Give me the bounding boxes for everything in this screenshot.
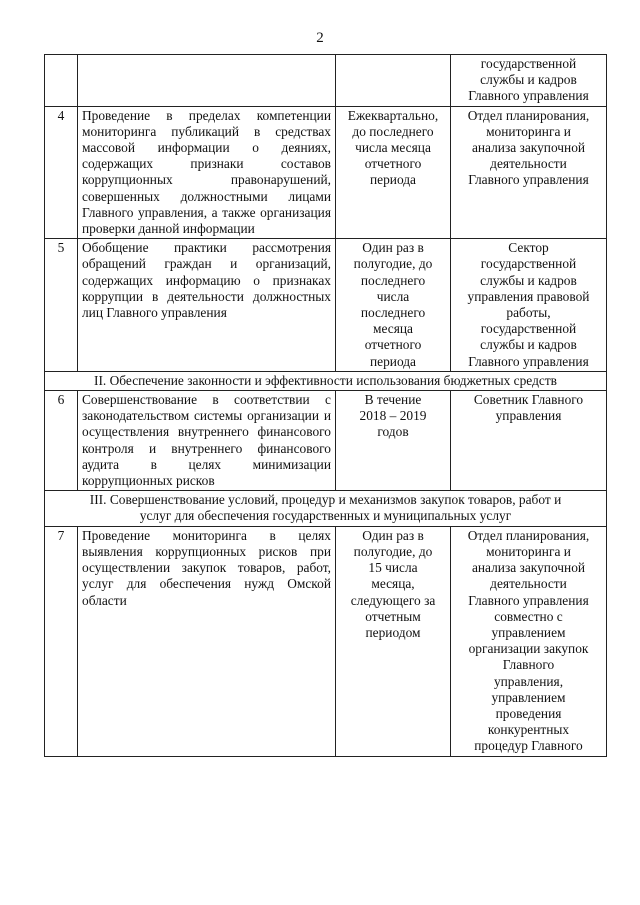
row-number: 5 <box>45 239 78 372</box>
measure-responsible: Сектор государственной службы и кадров управления правовой работы, государственной службы и кадров Главного управления <box>451 239 607 372</box>
measure-term: В течение 2018 – 2019 годов <box>336 391 451 491</box>
row-number: 7 <box>45 526 78 756</box>
measure-term: Один раз в полугодие, до последнего числа последнего месяца отчетного периода <box>336 239 451 372</box>
measure-term <box>336 55 451 107</box>
measure-term: Один раз в полугодие, до 15 числа месяца, следующего за отчетным периодом <box>336 526 451 756</box>
measure-name <box>78 55 336 107</box>
table-row-continuation <box>45 55 607 107</box>
measure-name: Обобщение практики рассмотрения обращений граждан и организаций, содержащих информацию о признаках коррупции в деятельности должностных лиц Главного управления <box>78 239 336 372</box>
row-number <box>45 55 78 107</box>
row-number: 4 <box>45 106 78 239</box>
measure-term: Ежеквартально, до последнего числа месяца отчетного периода <box>336 106 451 239</box>
table-row <box>45 106 607 239</box>
measure-name: Проведение мониторинга в целях выявления коррупционных рисков при осуществлении закупок товаров, работ, услуг для обеспечения нужд Омской области <box>78 526 336 756</box>
measure-name: Совершенствование в соответствии с законодательством системы организации и осуществления внутреннего финансового контроля и внутреннего финансового аудита в целях минимизации коррупционных рисков <box>78 391 336 491</box>
measure-responsible: Отдел планирования, мониторинга и анализа закупочной деятельности Главного управления совместно с управлением организации закупок Главного управления, управлением проведения конкурентных процедур Главного <box>451 526 607 756</box>
measure-name: Проведение в пределах компетенции мониторинга публикаций в средствах массовой информации о деяниях, содержащих признаки составов коррупционных правонарушений, совершенных должностными лицами Главного управления, а также организация проверки данной информации <box>78 106 336 239</box>
measure-responsible: Отдел планирования, мониторинга и анализа закупочной деятельности Главного управления <box>451 106 607 239</box>
measure-responsible: Советник Главного управления <box>451 391 607 491</box>
table-row <box>45 239 607 372</box>
table-row <box>45 526 607 756</box>
section-heading: II. Обеспечение законности и эффективности использования бюджетных средств <box>45 371 607 390</box>
section-heading: III. Совершенствование условий, процедур и механизмов закупок товаров, работ и услуг для обеспечения государственных и муниципальных услуг <box>45 491 607 526</box>
row-number: 6 <box>45 391 78 491</box>
section-row <box>45 491 607 526</box>
measures-table <box>44 54 607 757</box>
section-row <box>45 371 607 390</box>
measure-responsible: государственной службы и кадров Главного управления <box>451 55 607 107</box>
page-number: 2 <box>316 30 324 46</box>
table-row <box>45 391 607 491</box>
